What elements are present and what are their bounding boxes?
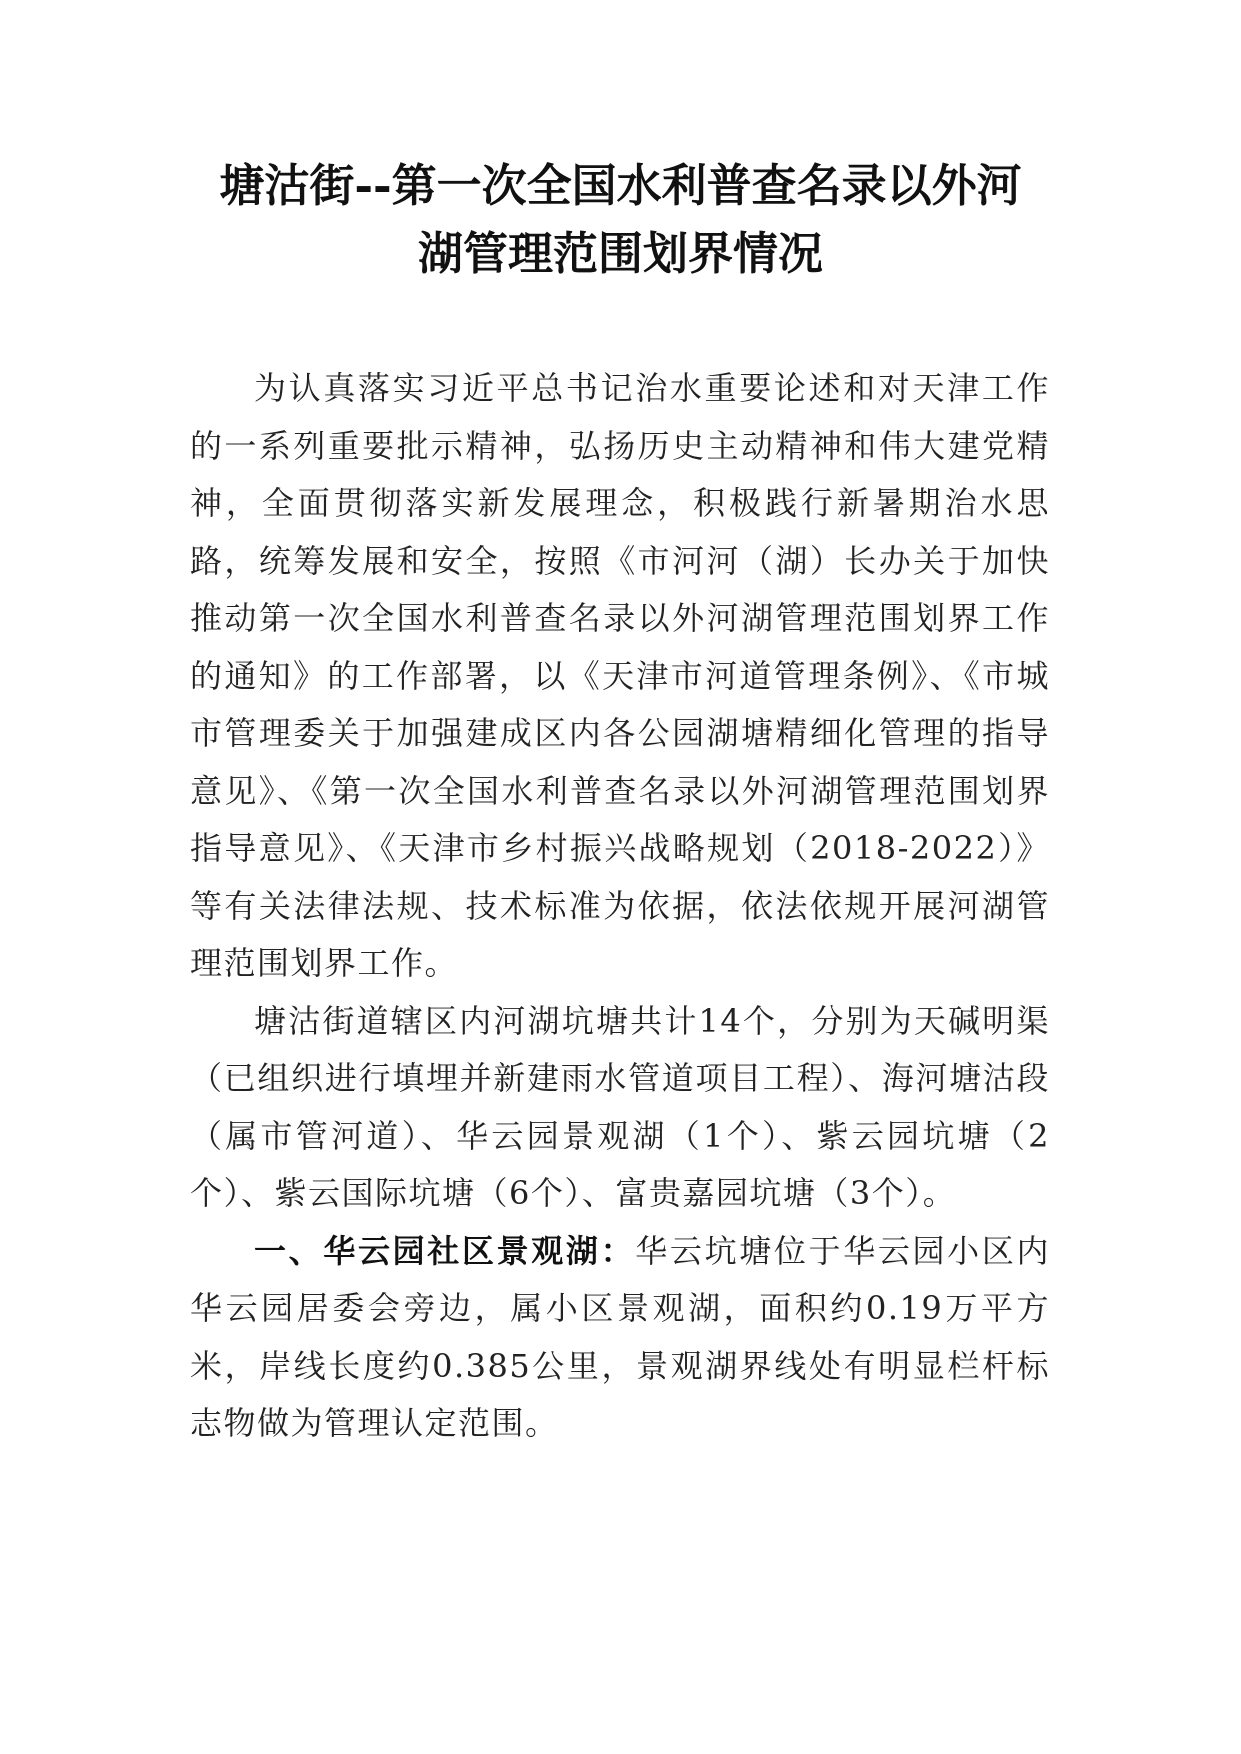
section-1-paragraph (190, 1223, 1050, 1453)
title-line-1: 塘沽街--第一次全国水利普查名录以外河 (219, 159, 1022, 212)
document-title (150, 152, 1091, 288)
intro-paragraph: 为认真落实习近平总书记治水重要论述和对天津工作的一系列重要批示精神，弘扬历史主动精神和伟大建党精神，全面贯彻落实新发展理念，积极践行新暑期治水思路，统筹发展和安全，按照《市河河（湖）长办关于加快推动第一次全国水利普查名录以外河湖管理范围划界工作的通知》的工作部署，以《天津市河道管理条例》、《市城市管理委关于加强建成区内各公园湖塘精细化管理的指导意见》、《第一次全国水利普查名录以外河湖管理范围划界指导意见》、《天津市乡村振兴战略规划（2018-2022）》等有关法律法规、技术标准为依据，依法依规开展河湖管理范围划界工作。 (190, 369, 1050, 982)
section-1-body: 华云坑塘位于华云园小区内华云园居委会旁边，属小区景观湖，面积约0.19万平方米，岸线长度约0.385公里，景观湖界线处有明显栏杆标志物做为管理认定范围。 (190, 1231, 1050, 1442)
document-body (190, 360, 1050, 1453)
section-1-heading: 一、华云园社区景观湖： (254, 1231, 636, 1270)
summary-paragraph: 塘沽街道辖区内河湖坑塘共计14个，分别为天碱明渠（已组织进行填埋并新建雨水管道项目工程）、海河塘沽段（属市管河道）、华云园景观湖（1个）、紫云园坑塘（2个）、紫云国际坑塘（6个）、富贵嘉园坑塘（3个）。 (190, 1001, 1050, 1212)
title-line-2: 湖管理范围划界情况 (417, 227, 823, 280)
